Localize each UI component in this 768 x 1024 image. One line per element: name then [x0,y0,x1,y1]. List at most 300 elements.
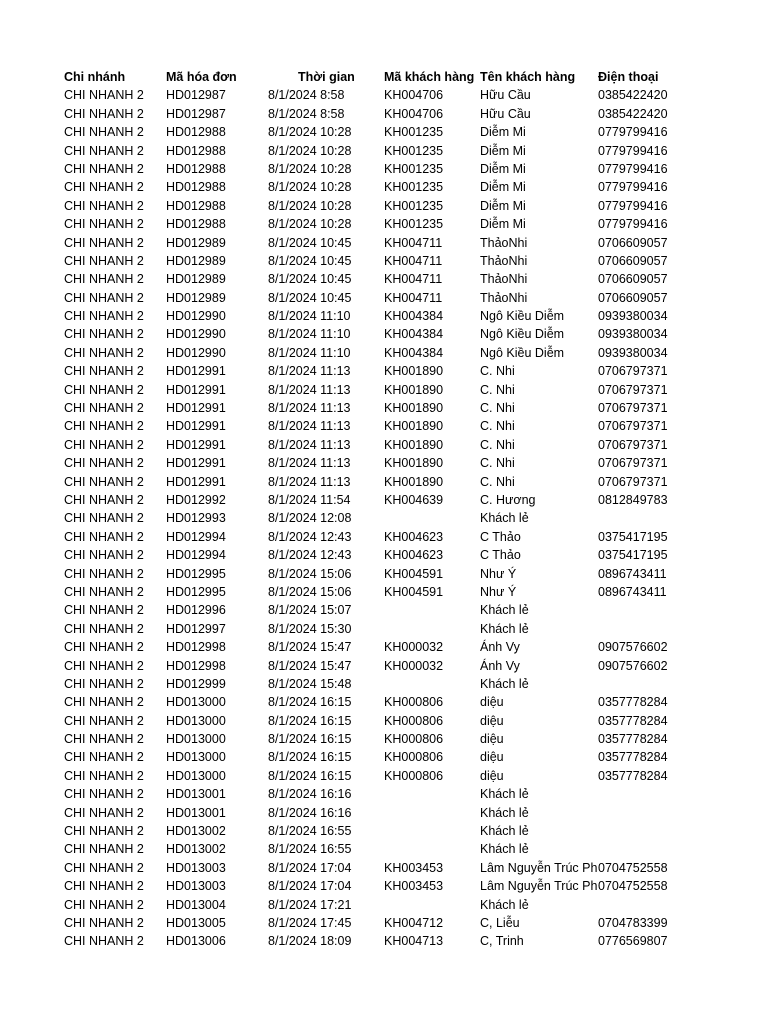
cell-phone: 0704752558 [598,860,668,875]
cell-invoice-code: HD012988 [166,198,226,213]
cell-customer-name: diệu [480,713,504,728]
header-customer-code: Mã khách hàng [384,70,475,84]
table-row [0,840,768,858]
cell-customer-code: KH001235 [384,161,444,176]
cell-customer-code: KH001890 [384,401,444,416]
cell-customer-code: KH004706 [384,106,444,121]
cell-time: 8/1/2024 16:55 [268,842,352,857]
cell-invoice-code: HD012988 [166,180,226,195]
cell-phone: 0704752558 [598,879,668,894]
cell-time: 8/1/2024 17:45 [268,915,352,930]
cell-customer-name: C, Liễu [480,915,520,930]
cell-invoice-code: HD012997 [166,621,226,636]
cell-customer-name: Diễm Mi [480,161,526,176]
table-row [0,473,768,491]
cell-branch: CHI NHANH 2 [64,787,144,802]
cell-customer-code: KH000806 [384,713,444,728]
cell-branch: CHI NHANH 2 [64,584,144,599]
cell-customer-name: Khách lẻ [480,842,529,857]
table-row [0,712,768,730]
cell-invoice-code: HD012989 [166,253,226,268]
cell-branch: CHI NHANH 2 [64,456,144,471]
cell-customer-name: Khách lẻ [480,603,529,618]
cell-branch: CHI NHANH 2 [64,217,144,232]
cell-time: 8/1/2024 15:47 [268,640,352,655]
cell-time: 8/1/2024 10:28 [268,125,352,140]
cell-branch: CHI NHANH 2 [64,934,144,949]
table-row [0,583,768,601]
table-row [0,86,768,104]
cell-phone: 0907576602 [598,640,668,655]
cell-branch: CHI NHANH 2 [64,511,144,526]
cell-phone: 0939380034 [598,345,668,360]
cell-invoice-code: HD012995 [166,584,226,599]
cell-time: 8/1/2024 11:13 [268,382,351,397]
table-row [0,657,768,675]
cell-time: 8/1/2024 11:13 [268,437,351,452]
cell-branch: CHI NHANH 2 [64,437,144,452]
cell-time: 8/1/2024 11:54 [268,492,351,507]
cell-customer-name: Khách lẻ [480,897,529,912]
cell-phone: 0812849783 [598,492,668,507]
table-row [0,381,768,399]
cell-time: 8/1/2024 16:15 [268,732,352,747]
cell-customer-code: KH004713 [384,934,444,949]
cell-invoice-code: HD012988 [166,161,226,176]
cell-phone: 0706797371 [598,382,668,397]
cell-time: 8/1/2024 15:48 [268,676,352,691]
cell-invoice-code: HD012994 [166,529,226,544]
table-row [0,896,768,914]
cell-invoice-code: HD012991 [166,419,226,434]
cell-customer-code: KH004591 [384,584,444,599]
cell-time: 8/1/2024 18:09 [268,934,352,949]
cell-invoice-code: HD012991 [166,456,226,471]
cell-branch: CHI NHANH 2 [64,529,144,544]
cell-invoice-code: HD012988 [166,143,226,158]
cell-branch: CHI NHANH 2 [64,842,144,857]
table-row [0,730,768,748]
table-row [0,105,768,123]
cell-customer-name: Khách lẻ [480,787,529,802]
cell-time: 8/1/2024 16:15 [268,750,352,765]
cell-customer-code: KH004623 [384,529,444,544]
cell-branch: CHI NHANH 2 [64,180,144,195]
cell-customer-name: Hữu Cầu [480,88,531,103]
cell-customer-name: Lâm Nguyễn Trúc Ph [480,860,598,875]
cell-invoice-code: HD012999 [166,676,226,691]
cell-time: 8/1/2024 11:13 [268,456,351,471]
cell-branch: CHI NHANH 2 [64,860,144,875]
header-customer-name: Tên khách hàng [480,70,576,84]
cell-invoice-code: HD012988 [166,125,226,140]
cell-customer-code: KH004384 [384,345,444,360]
cell-branch: CHI NHANH 2 [64,566,144,581]
cell-invoice-code: HD013006 [166,934,226,949]
cell-branch: CHI NHANH 2 [64,474,144,489]
cell-customer-name: diệu [480,695,504,710]
cell-time: 8/1/2024 11:13 [268,401,351,416]
cell-invoice-code: HD013001 [166,787,226,802]
cell-time: 8/1/2024 10:45 [268,272,352,287]
cell-customer-code: KH004711 [384,290,443,305]
cell-invoice-code: HD013004 [166,897,226,912]
cell-time: 8/1/2024 8:58 [268,88,345,103]
cell-customer-name: C. Nhi [480,364,515,379]
cell-time: 8/1/2024 11:10 [268,345,351,360]
cell-invoice-code: HD012990 [166,309,226,324]
cell-customer-name: C. Nhi [480,401,515,416]
cell-branch: CHI NHANH 2 [64,198,144,213]
cell-branch: CHI NHANH 2 [64,640,144,655]
cell-invoice-code: HD012991 [166,437,226,452]
cell-customer-name: Ngô Kiều Diễm [480,309,565,324]
cell-time: 8/1/2024 10:45 [268,290,352,305]
cell-customer-name: Khách lẻ [480,676,529,691]
cell-branch: CHI NHANH 2 [64,750,144,765]
cell-customer-code: KH000032 [384,640,444,655]
table-row [0,142,768,160]
cell-phone: 0706797371 [598,401,668,416]
cell-invoice-code: HD012989 [166,290,226,305]
cell-invoice-code: HD012992 [166,492,226,507]
cell-invoice-code: HD012995 [166,566,226,581]
cell-time: 8/1/2024 10:28 [268,161,352,176]
cell-customer-code: KH001890 [384,456,444,471]
cell-branch: CHI NHANH 2 [64,309,144,324]
cell-time: 8/1/2024 15:06 [268,566,352,581]
table-row [0,638,768,656]
cell-branch: CHI NHANH 2 [64,345,144,360]
cell-invoice-code: HD012987 [166,88,226,103]
table-row [0,197,768,215]
cell-invoice-code: HD012991 [166,382,226,397]
cell-customer-code: KH001890 [384,419,444,434]
table-row [0,178,768,196]
cell-time: 8/1/2024 16:15 [268,768,352,783]
cell-customer-code: KH004591 [384,566,444,581]
table-row [0,270,768,288]
cell-customer-name: Lâm Nguyễn Trúc Ph [480,879,598,894]
cell-invoice-code: HD013000 [166,713,226,728]
cell-customer-name: Diễm Mi [480,125,526,140]
cell-customer-name: diệu [480,732,504,747]
cell-invoice-code: HD012998 [166,658,226,673]
cell-invoice-code: HD013002 [166,842,226,857]
cell-branch: CHI NHANH 2 [64,290,144,305]
table-row [0,215,768,233]
cell-time: 8/1/2024 17:21 [268,897,352,912]
cell-phone: 0896743411 [598,584,667,599]
cell-customer-code: KH001235 [384,217,444,232]
cell-customer-name: Diễm Mi [480,143,526,158]
cell-customer-name: Như Ý [480,566,517,581]
cell-branch: CHI NHANH 2 [64,658,144,673]
table-row [0,932,768,950]
cell-branch: CHI NHANH 2 [64,382,144,397]
cell-phone: 0706609057 [598,272,668,287]
cell-customer-name: Ngô Kiều Diễm [480,327,565,342]
cell-branch: CHI NHANH 2 [64,713,144,728]
cell-phone: 0357778284 [598,732,668,747]
cell-phone: 0357778284 [598,713,668,728]
cell-time: 8/1/2024 15:07 [268,603,352,618]
cell-customer-name: C. Nhi [480,437,515,452]
cell-time: 8/1/2024 17:04 [268,879,352,894]
cell-branch: CHI NHANH 2 [64,253,144,268]
invoice-table [0,68,768,951]
table-row [0,344,768,362]
cell-invoice-code: HD012991 [166,474,226,489]
table-row [0,123,768,141]
cell-invoice-code: HD012998 [166,640,226,655]
cell-phone: 0939380034 [598,309,668,324]
cell-invoice-code: HD012996 [166,603,226,618]
table-row [0,528,768,546]
cell-phone: 0375417195 [598,529,668,544]
cell-invoice-code: HD012989 [166,235,226,250]
cell-time: 8/1/2024 11:13 [268,364,351,379]
cell-time: 8/1/2024 10:28 [268,143,352,158]
table-row [0,877,768,895]
table-row [0,417,768,435]
cell-time: 8/1/2024 12:43 [268,529,352,544]
cell-invoice-code: HD012987 [166,106,226,121]
cell-branch: CHI NHANH 2 [64,419,144,434]
cell-invoice-code: HD013002 [166,824,226,839]
cell-customer-name: Diễm Mi [480,198,526,213]
cell-customer-code: KH004711 [384,235,443,250]
table-row [0,565,768,583]
cell-phone: 0385422420 [598,106,668,121]
cell-branch: CHI NHANH 2 [64,106,144,121]
table-row [0,491,768,509]
cell-customer-code: KH004639 [384,492,444,507]
table-row [0,454,768,472]
cell-branch: CHI NHANH 2 [64,327,144,342]
cell-time: 8/1/2024 16:15 [268,713,352,728]
cell-phone: 0779799416 [598,161,668,176]
cell-phone: 0779799416 [598,143,668,158]
cell-customer-code: KH004712 [384,915,444,930]
cell-time: 8/1/2024 17:04 [268,860,352,875]
table-row [0,436,768,454]
cell-time: 8/1/2024 11:13 [268,419,351,434]
cell-phone: 0375417195 [598,548,668,563]
cell-time: 8/1/2024 12:43 [268,548,352,563]
table-row [0,859,768,877]
cell-branch: CHI NHANH 2 [64,161,144,176]
cell-customer-code: KH004384 [384,327,444,342]
cell-customer-code: KH001890 [384,437,444,452]
cell-branch: CHI NHANH 2 [64,732,144,747]
cell-invoice-code: HD013000 [166,768,226,783]
cell-customer-name: Diễm Mi [480,217,526,232]
cell-time: 8/1/2024 16:15 [268,695,352,710]
cell-time: 8/1/2024 10:45 [268,235,352,250]
table-row [0,601,768,619]
cell-phone: 0706797371 [598,456,668,471]
cell-customer-code: KH000806 [384,750,444,765]
cell-time: 8/1/2024 11:10 [268,309,351,324]
cell-customer-name: Ánh Vy [480,658,520,673]
cell-time: 8/1/2024 10:28 [268,198,352,213]
header-branch: Chi nhánh [64,70,126,84]
cell-branch: CHI NHANH 2 [64,88,144,103]
cell-phone: 0779799416 [598,198,668,213]
table-row [0,325,768,343]
cell-customer-name: C. Hương [480,492,536,507]
cell-invoice-code: HD012988 [166,217,226,232]
cell-branch: CHI NHANH 2 [64,143,144,158]
table-row [0,914,768,932]
cell-branch: CHI NHANH 2 [64,548,144,563]
header-phone: Điện thoại [598,70,659,84]
table-row [0,675,768,693]
cell-time: 8/1/2024 16:16 [268,787,352,802]
cell-customer-name: Hữu Cầu [480,106,531,121]
cell-customer-name: C. Nhi [480,382,515,397]
cell-branch: CHI NHANH 2 [64,364,144,379]
cell-time: 8/1/2024 8:58 [268,106,345,121]
cell-phone: 0706797371 [598,364,668,379]
cell-invoice-code: HD013003 [166,879,226,894]
cell-customer-code: KH004623 [384,548,444,563]
cell-time: 8/1/2024 15:30 [268,621,352,636]
cell-customer-name: C. Nhi [480,419,515,434]
cell-phone: 0779799416 [598,180,668,195]
cell-phone: 0706609057 [598,290,668,305]
cell-time: 8/1/2024 12:08 [268,511,352,526]
cell-customer-code: KH003453 [384,879,444,894]
cell-customer-name: C Thảo [480,529,521,544]
cell-invoice-code: HD012993 [166,511,226,526]
cell-branch: CHI NHANH 2 [64,125,144,140]
cell-customer-code: KH001890 [384,474,444,489]
table-row [0,399,768,417]
cell-customer-name: Ánh Vy [480,640,520,655]
cell-branch: CHI NHANH 2 [64,824,144,839]
cell-time: 8/1/2024 16:16 [268,805,352,820]
cell-phone: 0706797371 [598,419,668,434]
cell-customer-name: ThảoNhi [480,253,528,268]
cell-branch: CHI NHANH 2 [64,879,144,894]
cell-invoice-code: HD013003 [166,860,226,875]
cell-phone: 0357778284 [598,695,668,710]
cell-customer-name: Ngô Kiều Diễm [480,345,565,360]
cell-customer-code: KH000806 [384,768,444,783]
cell-customer-name: ThảoNhi [480,235,528,250]
cell-branch: CHI NHANH 2 [64,235,144,250]
cell-phone: 0779799416 [598,217,668,232]
table-row [0,804,768,822]
cell-customer-name: C. Nhi [480,456,515,471]
cell-phone: 0357778284 [598,750,668,765]
cell-customer-code: KH001235 [384,143,444,158]
cell-customer-name: C Thảo [480,548,521,563]
cell-customer-code: KH001235 [384,198,444,213]
table-row [0,620,768,638]
cell-customer-code: KH000032 [384,658,444,673]
cell-customer-name: ThảoNhi [480,272,528,287]
cell-customer-name: ThảoNhi [480,290,528,305]
cell-time: 8/1/2024 10:45 [268,253,352,268]
cell-branch: CHI NHANH 2 [64,695,144,710]
table-row [0,362,768,380]
cell-phone: 0896743411 [598,566,667,581]
cell-time: 8/1/2024 11:10 [268,327,351,342]
table-row [0,289,768,307]
cell-branch: CHI NHANH 2 [64,492,144,507]
cell-time: 8/1/2024 16:55 [268,824,352,839]
table-row [0,822,768,840]
header-time: Thời gian [298,70,355,84]
cell-phone: 0706797371 [598,437,668,452]
table-row [0,509,768,527]
cell-phone: 0776569807 [598,934,668,949]
cell-invoice-code: HD012994 [166,548,226,563]
table-body [0,86,768,950]
cell-customer-name: C, Trinh [480,934,524,949]
cell-customer-code: KH004711 [384,253,443,268]
cell-invoice-code: HD013000 [166,750,226,765]
cell-branch: CHI NHANH 2 [64,272,144,287]
table-row [0,252,768,270]
cell-phone: 0706609057 [598,253,668,268]
cell-branch: CHI NHANH 2 [64,621,144,636]
cell-time: 8/1/2024 10:28 [268,217,352,232]
cell-branch: CHI NHANH 2 [64,676,144,691]
cell-customer-name: Khách lẻ [480,824,529,839]
table-row [0,307,768,325]
header-invoice-code: Mã hóa đơn [166,70,237,84]
cell-customer-code: KH004706 [384,88,444,103]
table-row [0,234,768,252]
cell-invoice-code: HD012989 [166,272,226,287]
table-row [0,748,768,766]
table-row [0,160,768,178]
cell-branch: CHI NHANH 2 [64,603,144,618]
cell-phone: 0385422420 [598,88,668,103]
cell-invoice-code: HD012990 [166,345,226,360]
table-row [0,693,768,711]
cell-customer-code: KH000806 [384,732,444,747]
cell-invoice-code: HD013000 [166,695,226,710]
cell-customer-name: Diễm Mi [480,180,526,195]
cell-customer-name: Khách lẻ [480,621,529,636]
cell-customer-name: Khách lẻ [480,511,529,526]
cell-phone: 0706609057 [598,235,668,250]
cell-time: 8/1/2024 10:28 [268,180,352,195]
cell-customer-code: KH001890 [384,382,444,397]
table-row [0,546,768,564]
cell-customer-code: KH000806 [384,695,444,710]
cell-phone: 0357778284 [598,768,668,783]
cell-invoice-code: HD012991 [166,401,226,416]
cell-customer-code: KH004711 [384,272,443,287]
cell-invoice-code: HD012990 [166,327,226,342]
table-header-row [0,68,768,86]
cell-customer-code: KH004384 [384,309,444,324]
cell-customer-code: KH001890 [384,364,444,379]
cell-branch: CHI NHANH 2 [64,897,144,912]
cell-customer-code: KH001235 [384,180,444,195]
cell-customer-name: Khách lẻ [480,805,529,820]
cell-branch: CHI NHANH 2 [64,768,144,783]
cell-time: 8/1/2024 15:06 [268,584,352,599]
cell-time: 8/1/2024 15:47 [268,658,352,673]
cell-phone: 0706797371 [598,474,668,489]
